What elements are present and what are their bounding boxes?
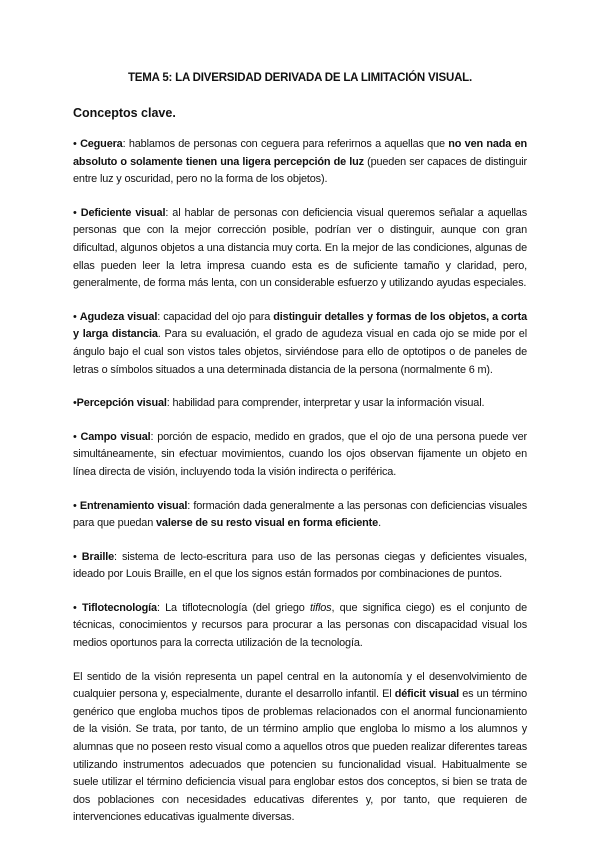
text-segment: : La tiflotecnología (del griego [156,601,310,614]
text-segment: : al hablar de personas con deficiencia visual queremos señalar a aquellas personas que con la mejor corrección posible, podrían ver o distinguir, aunque con gran dificultad, algunos objetos a una distancia muy corta. En la mejor de las condiciones, algunas de ellas pueden leer la letra impresa cuando esta es de suficiente tamaño y claridad, pero, generalmente, de forma más lenta, con un considerable esfuerzo y utilizando ayudas especiales. [73,206,527,290]
bold-term: Ceguera [80,138,123,150]
text-segment: • [73,601,82,614]
text-segment: : capacidad del ojo para [157,310,274,323]
bold-term: Tiflotecnología [81,601,157,614]
bold-term: distinguir detalles y formas de los objetos, a corta y larga distancia [73,310,527,341]
body-paragraph [73,669,527,827]
definition-paragraph [73,395,527,413]
definition-paragraph [73,600,527,653]
text-segment: • [73,310,80,323]
definition-paragraph [73,498,527,533]
definition-paragraph [73,429,527,482]
text-segment: es un término genérico que engloba muchos tipos de problemas relacionados con el anormal funcionamiento de la visión. Se trata, por tanto, de un término amplio que engloba lo mismo a los alumnos y alumnas que no poseen resto visual como a aquellos otros que pueden realizar diferentes tareas utilizando instrumentos adecuados que potencien su funcionalidad visual. Habitualmente se suele utilizar el término deficiencia visual para englobar estos dos conceptos, si bien se trata de dos poblaciones con necesidades educativas diferentes y, por tanto, que requieren de intervenciones educativas igualmente diversas. [73,688,527,824]
text-segment: : porción de espacio, medido en grados, que el ojo de una persona puede ver simultáneamente, sin efectuar movimientos, cuando los ojos observan fijamente un objeto en línea directa de visión, incluyendo toda la visión indirecta o periférica. [73,430,527,478]
definition-paragraph [73,309,527,379]
bold-term: Entrenamiento visual [79,499,188,512]
definition-paragraph [73,205,527,293]
text-segment: (pueden ser capaces de distinguir entre luz y oscuridad, pero no la forma de los objetos). [73,155,527,186]
text-segment: : formación dada generalmente a las personas con deficiencias visuales para que puedan [73,499,527,530]
text-segment: • [73,138,81,150]
bold-term: Deficiente visual [80,206,166,219]
text-segment: . Para su evaluación, el grado de agudeza visual en cada ojo se mide por el ángulo bajo el cual son vistos tales objetos, sirviéndose para ello de optotipos o de paneles de letras o símbolos situados a una determinada distancia de la persona (normalmente 6 m). [73,328,527,376]
text-segment: . [378,517,381,530]
bold-term: valerse de su resto visual en forma eficiente [156,517,379,530]
text-segment: • [73,397,77,410]
definition-paragraph [73,136,527,189]
italic-term: tiflos [309,601,332,614]
bold-term: Agudeza visual [79,310,158,323]
definition-paragraph [73,549,527,584]
text-segment: : habilidad para comprender, interpretar y usar la información visual. [166,397,485,410]
bold-term: Campo visual [80,430,151,443]
text-segment: : hablamos de personas con ceguera para referirnos a aquellas que [122,138,449,150]
bold-term: no ven nada en absoluto o solamente tienen una ligera percepción de luz [73,138,527,168]
text-segment: : sistema de lecto-escritura para uso de las personas ciegas y deficientes visuales, ideado por Louis Braille, en el que los signos están formados por combinaciones de puntos. [73,550,527,581]
text-segment: • [73,206,81,219]
bold-term: déficit visual [394,688,459,701]
bold-term: Braille [81,550,115,563]
section-heading: Conceptos clave. [73,106,176,120]
document-title: TEMA 5: LA DIVERSIDAD DERIVADA DE LA LIMITACIÓN VISUAL. [127,72,472,84]
bold-term: Percepción visual [76,397,167,410]
text-segment: , que significa ciego) es el conjunto de técnicas, conocimientos y recursos para procurar a las personas con discapacidad visual los medios oportunos para la correcta utilización de la tecnología. [73,601,527,650]
text-segment: El sentido de la visión representa un papel central en la autonomía y el desenvolvimiento de cualquier persona y, especialmente, durante el desarrollo infantil. El [73,670,527,701]
text-segment: • [73,499,80,512]
paragraph-list [73,136,527,827]
text-segment: • [73,550,82,563]
text-segment: • [73,430,81,443]
